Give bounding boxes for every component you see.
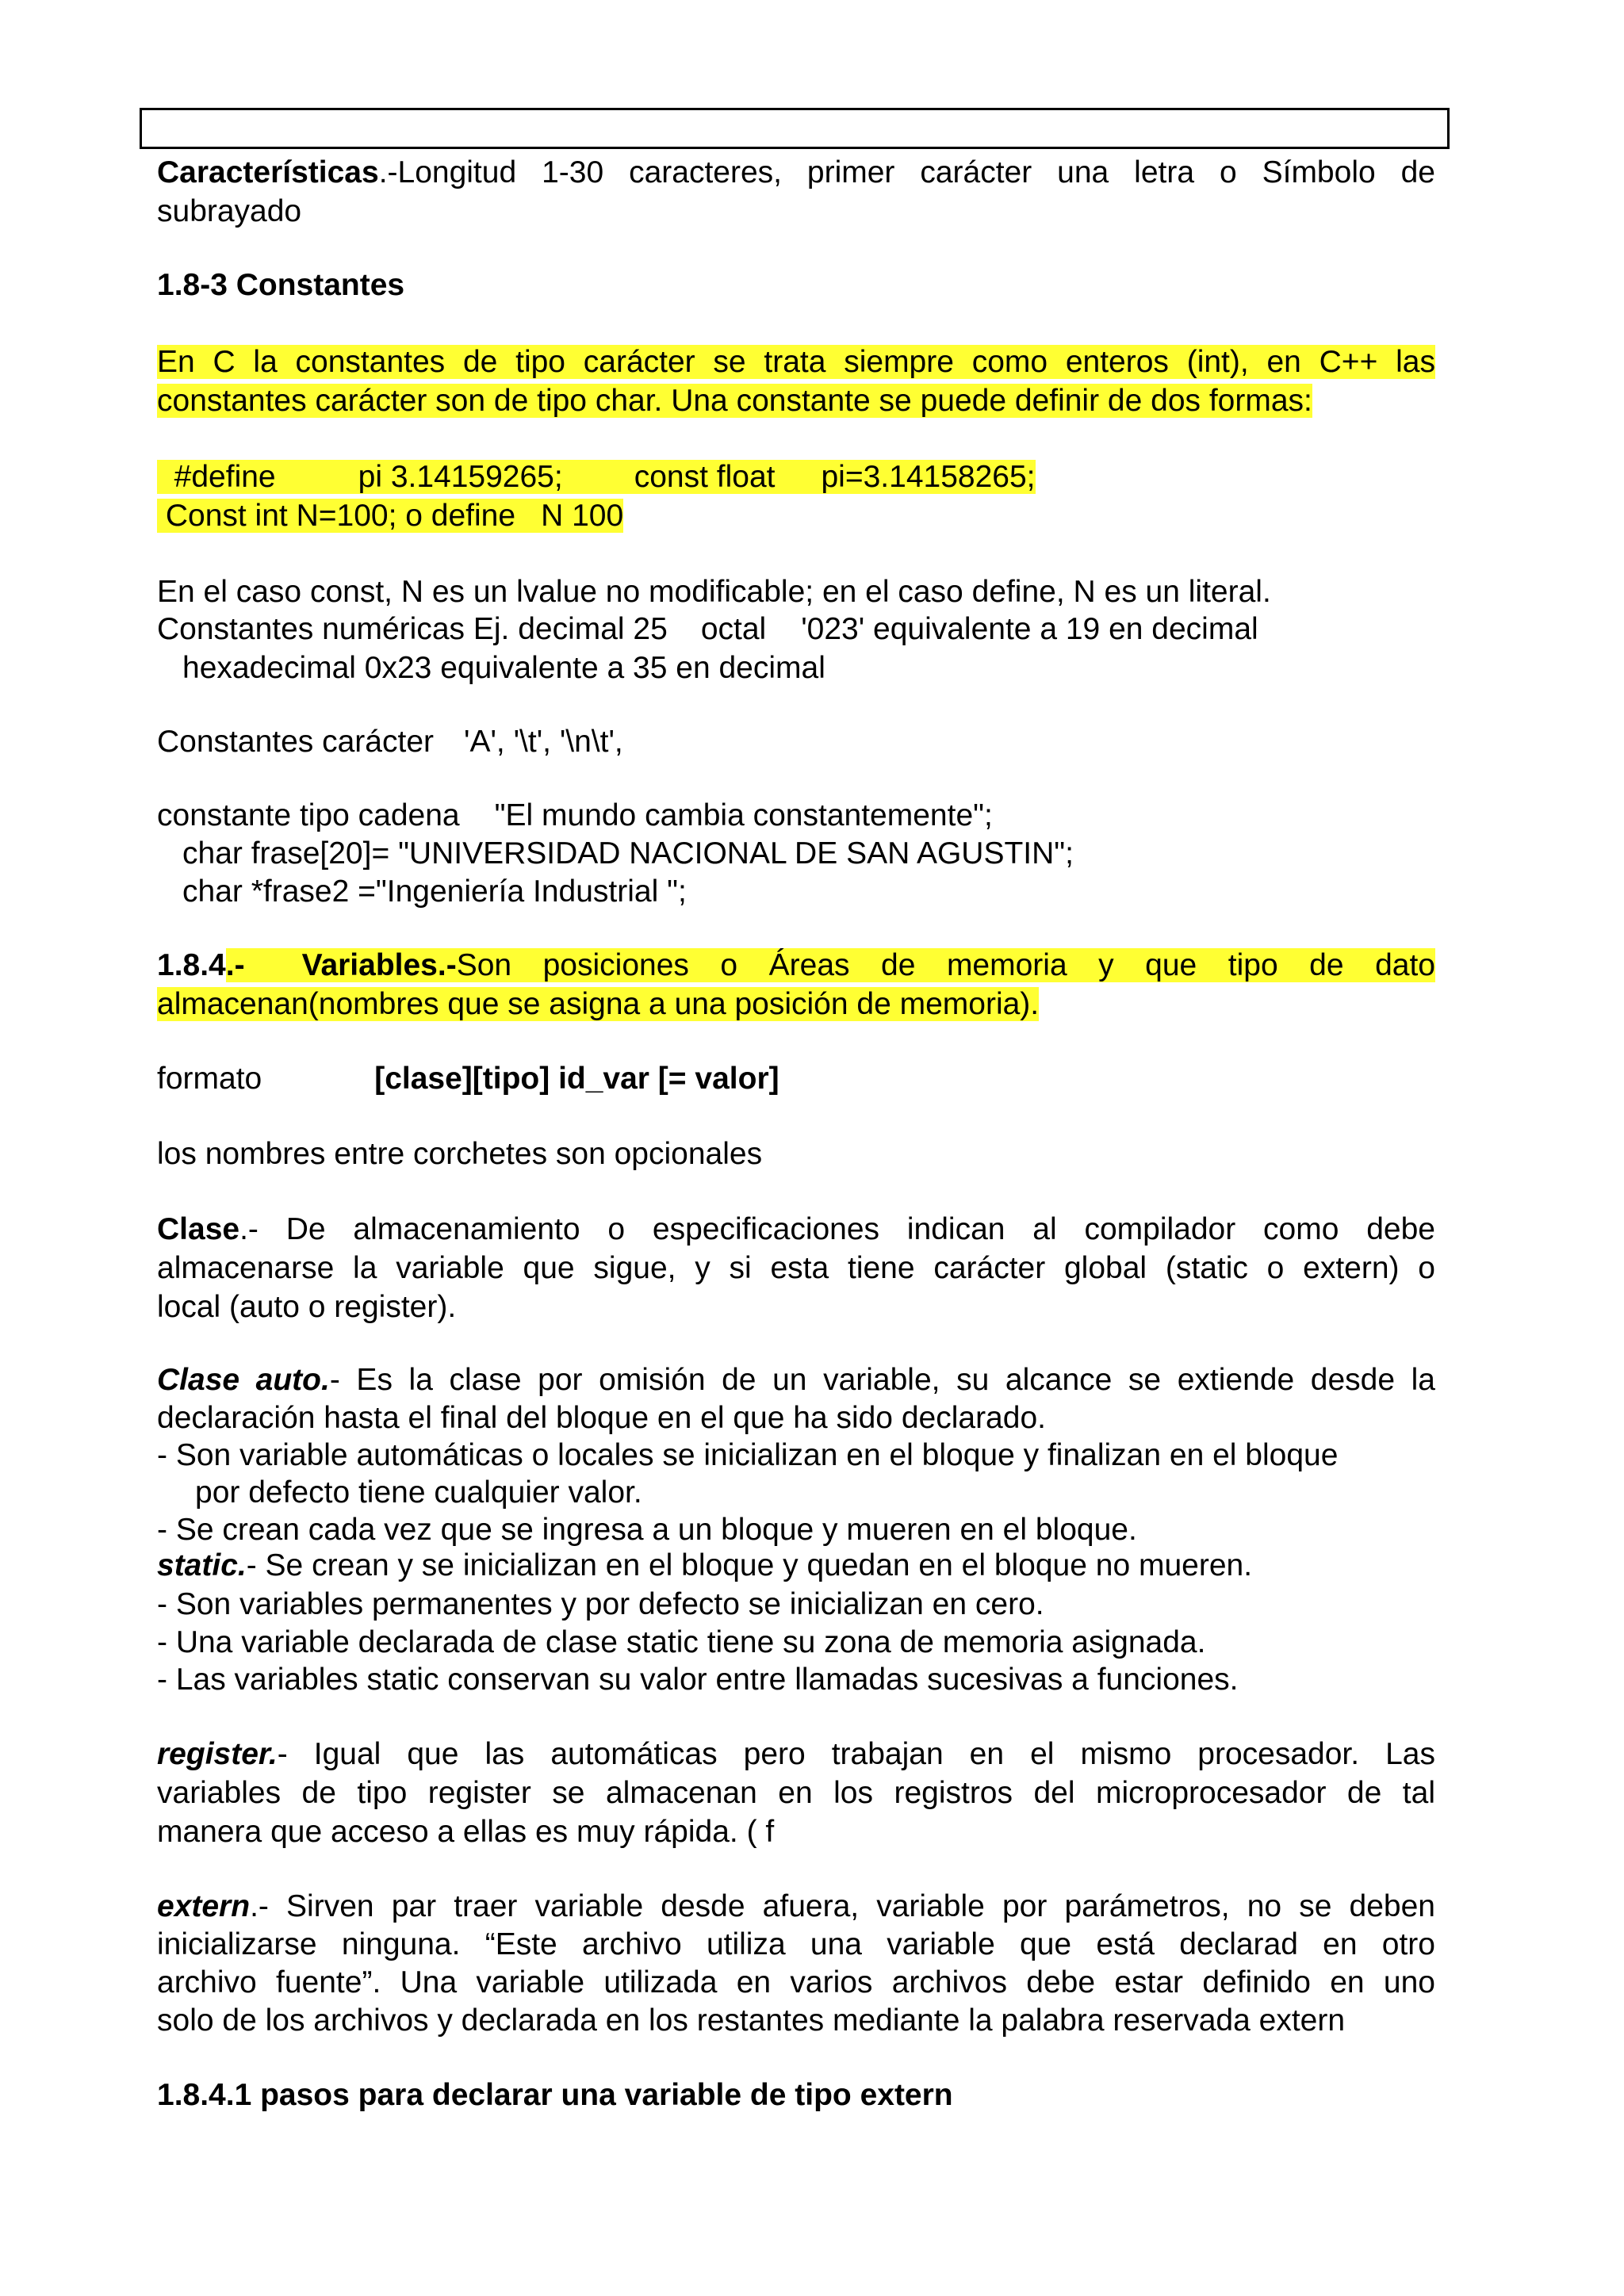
formato-line — [157, 1060, 779, 1098]
extern-line-2: inicializarse ninguna. “Este archivo utiliza una variable que está declarad en otro — [157, 1927, 1435, 1961]
extern-line-3: archivo fuente”. Una variable utilizada en varios archivos debe estar definido en uno — [157, 1965, 1435, 1999]
auto-bullet-2: - Se crean cada vez que se ingresa a un bloque y mueren en el bloque. — [157, 1513, 1137, 1547]
const-line-2 — [157, 610, 1258, 649]
variables-title: Variables.- — [301, 948, 457, 982]
code2-b: N 100 — [541, 499, 624, 533]
code1-d: pi=3.14158265; — [821, 460, 1036, 494]
const-line-1: En el caso const, N es un lvalue no modificable; en el caso define, N es un literal. — [157, 575, 1271, 609]
static-text: - Se crean y se inicializan en el bloque y quedan en el bloque no mueren. — [246, 1548, 1253, 1582]
extern-line-4: solo de los archivos y declarada en los restantes mediante la palabra reservada extern — [157, 2003, 1346, 2038]
code-line-1-bg — [157, 460, 1036, 494]
clase-term: Clase — [157, 1212, 240, 1246]
extern-term: extern — [157, 1889, 251, 1923]
code1-b: pi 3.14159265; — [358, 460, 563, 494]
variables-text-2: almacenan(nombres que se asigna a una posición de memoria). — [157, 987, 1040, 1021]
formato-syntax: [clase][tipo] id_var [= valor] — [374, 1062, 779, 1096]
characteristics-line-1 — [157, 154, 1435, 192]
formato-label: formato — [157, 1062, 262, 1096]
register-term: register. — [157, 1737, 278, 1771]
auto-term: Clase auto. — [157, 1363, 330, 1397]
auto-line-2: declaración hasta el final del bloque en el que ha sido declarado. — [157, 1401, 1046, 1435]
highlight-text-1: En C la constantes de tipo carácter se trata siempre como enteros (int), en C++ las — [157, 345, 1435, 379]
variables-line-1 — [157, 947, 1435, 985]
static-term: static. — [157, 1548, 247, 1582]
clase-text: .- De almacenamiento o especificaciones indican al compilador como debe — [239, 1212, 1435, 1246]
variables-sep: .- — [225, 948, 245, 982]
extern-text: .- Sirven par traer variable desde afuera, variable por parámetros, no se deben — [250, 1889, 1435, 1923]
code-line-2 — [157, 497, 623, 535]
static-bullet-1: - Son variables permanentes y por defecto se inicializan en cero. — [157, 1587, 1044, 1621]
auto-bullet-1: - Son variable automáticas o locales se inicializan en el bloque y finalizan en el bloque — [157, 1438, 1339, 1472]
const-octal: octal — [700, 612, 767, 646]
static-bullet-3: - Las variables static conservan su valor entre llamadas sucesivas a funciones. — [157, 1663, 1239, 1697]
auto-text: - Es la clase por omisión de un variable, su alcance se extiende desde la — [329, 1363, 1435, 1397]
clase-line-3: local (auto o register). — [157, 1290, 457, 1324]
section-heading-constantes: 1.8-3 Constantes — [157, 268, 405, 302]
const-line-3: hexadecimal 0x23 equivalente a 35 en decimal — [182, 651, 825, 685]
const-string-line — [157, 797, 993, 835]
code-line-2-bg — [157, 499, 623, 533]
register-line-2: variables de tipo register se almacenan en los registros del microprocesador de tal — [157, 1776, 1435, 1810]
register-line-3: manera que acceso a ellas es muy rápida. ( f — [157, 1815, 775, 1849]
register-text: - Igual que las automáticas pero trabajan en el mismo procesador. Las — [277, 1737, 1435, 1771]
highlight-para-line-2 — [157, 382, 1312, 420]
characteristics-text: .-Longitud 1-30 caracteres, primer carácter una letra o Símbolo de — [378, 155, 1435, 189]
const-decimal: Constantes numéricas Ej. decimal 25 — [157, 612, 668, 646]
register-line-1 — [157, 1735, 1435, 1774]
variables-highlight — [226, 948, 1435, 982]
variables-number: 1.8.4 — [157, 948, 226, 982]
variables-text: Son posiciones o Áreas de memoria y que tipo de dato — [456, 948, 1435, 982]
characteristics-line-2: subrayado — [157, 194, 302, 228]
code1-a: #define — [174, 460, 276, 494]
optional-note: los nombres entre corchetes son opcionales — [157, 1137, 763, 1171]
const-string-label: constante tipo cadena — [157, 798, 460, 832]
header-box — [140, 108, 1450, 149]
const-string-line-2: char frase[20]= "UNIVERSIDAD NACIONAL DE SAN AGUSTIN"; — [182, 836, 1074, 871]
const-octal-value: '023' equivalente a 19 en decimal — [801, 612, 1258, 646]
static-bullet-2: - Una variable declarada de clase static tiene su zona de memoria asignada. — [157, 1625, 1206, 1659]
const-char-label: Constantes carácter — [157, 725, 435, 759]
extern-line-1 — [157, 1888, 1435, 1926]
characteristics-term: Características — [157, 155, 379, 189]
static-line-1 — [157, 1547, 1252, 1585]
code-line-1 — [157, 458, 1036, 496]
const-char-values: 'A', '\t', '\n\t', — [464, 725, 623, 759]
clase-line-2: almacenarse la variable que sigue, y si esta tiene carácter global (static o extern) o — [157, 1251, 1435, 1285]
code1-c: const float — [634, 460, 776, 494]
clase-line-1 — [157, 1211, 1435, 1249]
highlight-para-line-1 — [157, 343, 1435, 381]
highlight-text-2: constantes carácter son de tipo char. Una constante se puede definir de dos formas: — [157, 384, 1312, 418]
variables-line-2 — [157, 985, 1039, 1024]
const-string-line-3: char *frase2 ="Ingeniería Industrial "; — [182, 874, 687, 909]
section-heading-extern: 1.8.4.1 pasos para declarar una variable de tipo extern — [157, 2078, 953, 2112]
auto-line-1 — [157, 1361, 1435, 1399]
const-char-line — [157, 723, 623, 761]
const-string-value: "El mundo cambia constantemente"; — [494, 798, 993, 832]
auto-bullet-1-cont: por defecto tiene cualquier valor. — [195, 1475, 642, 1510]
code2-a: Const int N=100; o define — [165, 499, 516, 533]
